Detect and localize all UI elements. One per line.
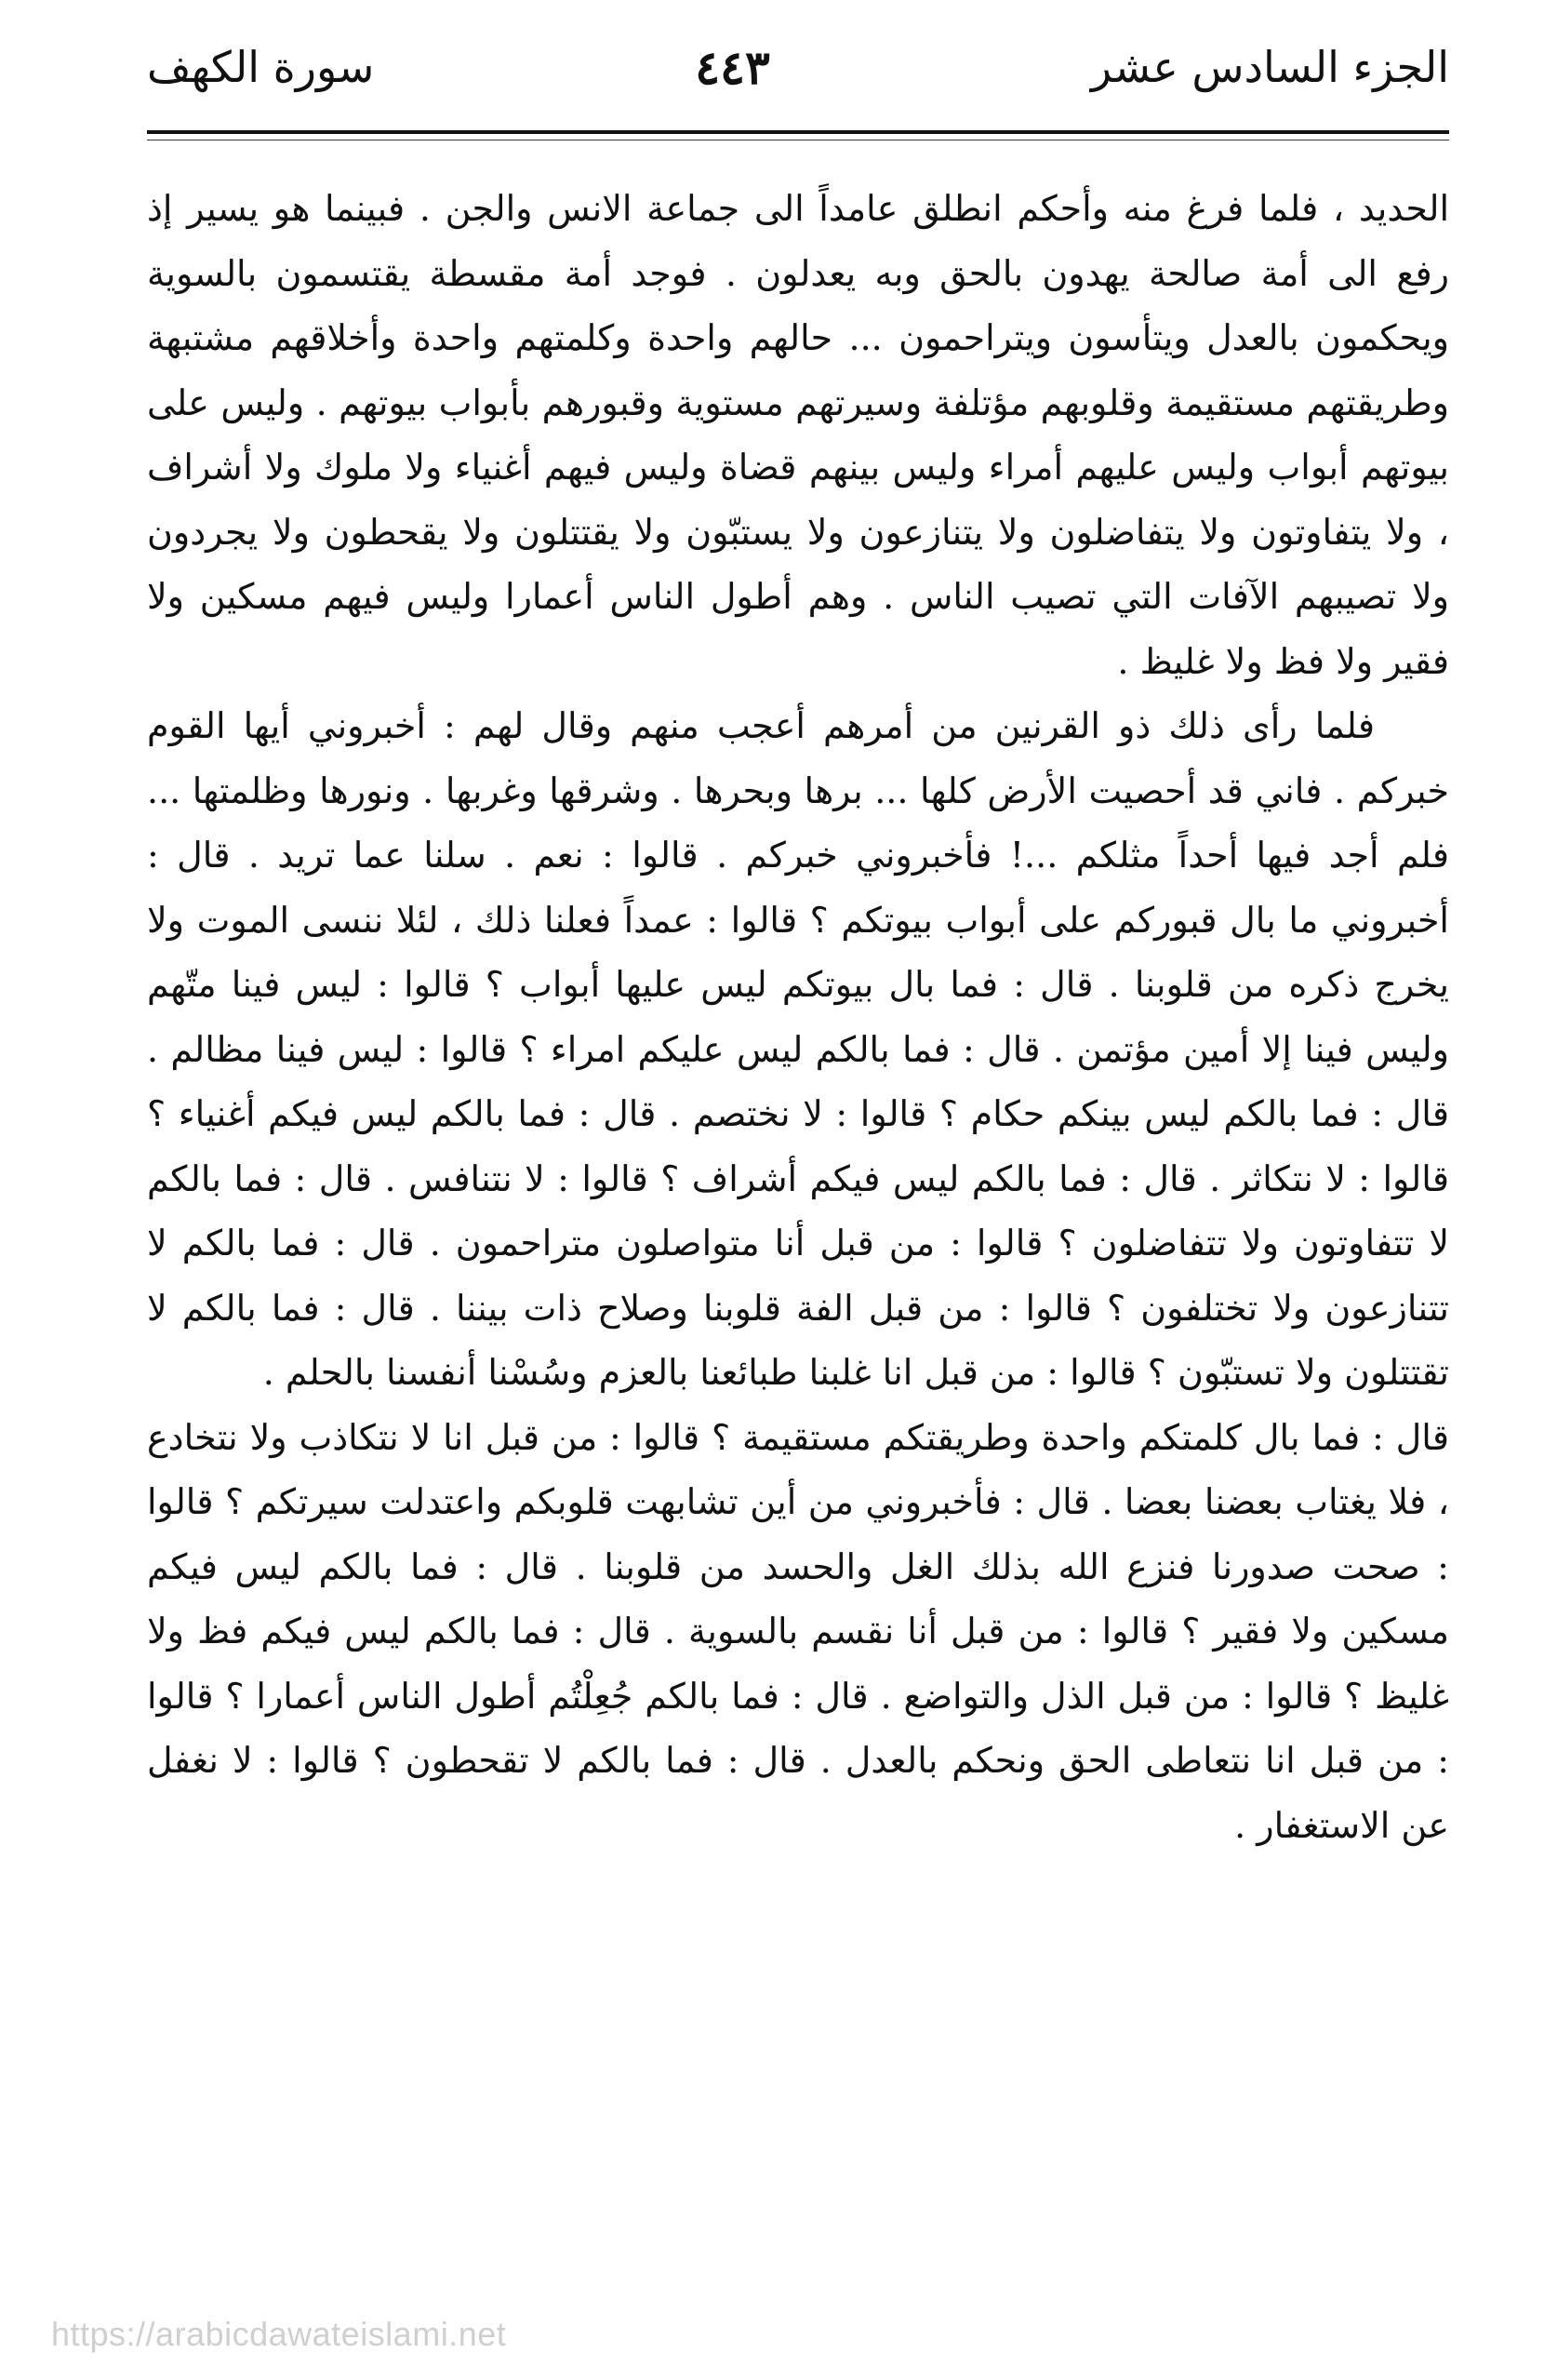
header-rule: [147, 130, 1449, 134]
surah-title: سورة الكهف: [147, 42, 375, 92]
source-url-watermark: https://arabicdawateislami.net: [51, 2315, 507, 2353]
part-title: الجزء السادس عشر: [1090, 42, 1449, 92]
paragraph-3: قال : فما بال كلمتكم واحدة وطريقتكم مستقيمة ؟ قالوا : من قبل انا لا نتكاذب ولا نتخادع ، فلا يغتاب بعضنا بعضا . قال : فأخبروني من أين تشابهت قلوبكم واعتدلت سيرتكم ؟ قالوا : صحت صدورنا فنزع الله بذلك الغل والحسد من قلوبنا . قال : فما بالكم ليس فيكم مسكين ولا فقير ؟ قالوا : من قبل أنا نقسم بالسوية . قال : فما بالكم ليس فيكم فظ ولا غليظ ؟ قالوا : من قبل الذل والتواضع . قال : فما بالكم جُعِلْتُم أطول الناس أعمارا ؟ قالوا : من قبل انا نتعاطى الحق ونحكم بالعدل . قال : فما بالكم لا تقحطون ؟ قالوا : لا نغفل عن الاستغفار .: [147, 1416, 1449, 1846]
page-header: [147, 30, 1449, 104]
paragraph-1: الحديد ، فلما فرغ منه وأحكم انطلق عامداً الى جماعة الانس والجن . فبينما هو يسير إذ رفع الى أمة صالحة يهدون بالحق وبه يعدلون . فوجد أمة مقسطة يقتسمون بالسوية ويحكمون بالعدل ويتأسون ويتراحمون ... حالهم واحدة وكلمتهم واحدة وأخلاقهم مشتبهة وطريقتهم مستقيمة وقلوبهم مؤتلفة وسيرتهم مستوية وقبورهم بأبواب بيوتهم . وليس على بيوتهم أبواب وليس عليهم أمراء وليس بينهم قضاة وليس فيهم أغنياء ولا ملوك ولا أشراف ، ولا يتفاوتون ولا يتفاضلون ولا يتنازعون ولا يستبّون ولا يقتتلون ولا يقحطون ولا يجردون ولا تصيبهم الآفات التي تصيب الناس . وهم أطول الناس أعمارا وليس فيهم مسكين ولا فقير ولا فظ ولا غليظ .: [147, 188, 1449, 682]
paragraph-2: فلما رأى ذلك ذو القرنين من أمرهم أعجب منهم وقال لهم : أخبروني أيها القوم خبركم . فاني قد أحصيت الأرض كلها ... برها وبحرها . وشرقها وغربها . ونورها وظلمتها ... فلم أجد فيها أحداً مثلكم ...! فأخبروني خبركم . قالوا : نعم . سلنا عما تريد . قال : أخبروني ما بال قبوركم على أبواب بيوتكم ؟ قالوا : عمداً فعلنا ذلك ، لئلا ننسى الموت ولا يخرج ذكره من قلوبنا . قال : فما بال بيوتكم ليس عليها أبواب ؟ قالوا : ليس فينا متّهم وليس فينا إلا أمين مؤتمن . قال : فما بالكم ليس عليكم امراء ؟ قالوا : ليس فينا مظالم . قال : فما بالكم ليس بينكم حكام ؟ قالوا : لا نختصم . قال : فما بالكم ليس فيكم أغنياء ؟ قالوا : لا نتكاثر . قال : فما بالكم ليس فيكم أشراف ؟ قالوا : لا نتنافس . قال : فما بالكم لا تتفاوتون ولا تتفاضلون ؟ قالوا : من قبل أنا متواصلون متراحمون . قال : فما بالكم لا تتنازعون ولا تختلفون ؟ قالوا : من قبل الفة قلوبنا وصلاح ذات بيننا . قال : فما بالكم لا تقتتلون ولا تستبّون ؟ قالوا : من قبل انا غلبنا طبائعنا بالعزم وسُسْنا أنفسنا بالحلم .: [147, 705, 1449, 1393]
page-number: ٤٤٣: [695, 39, 770, 95]
page-body: [147, 177, 1449, 1858]
